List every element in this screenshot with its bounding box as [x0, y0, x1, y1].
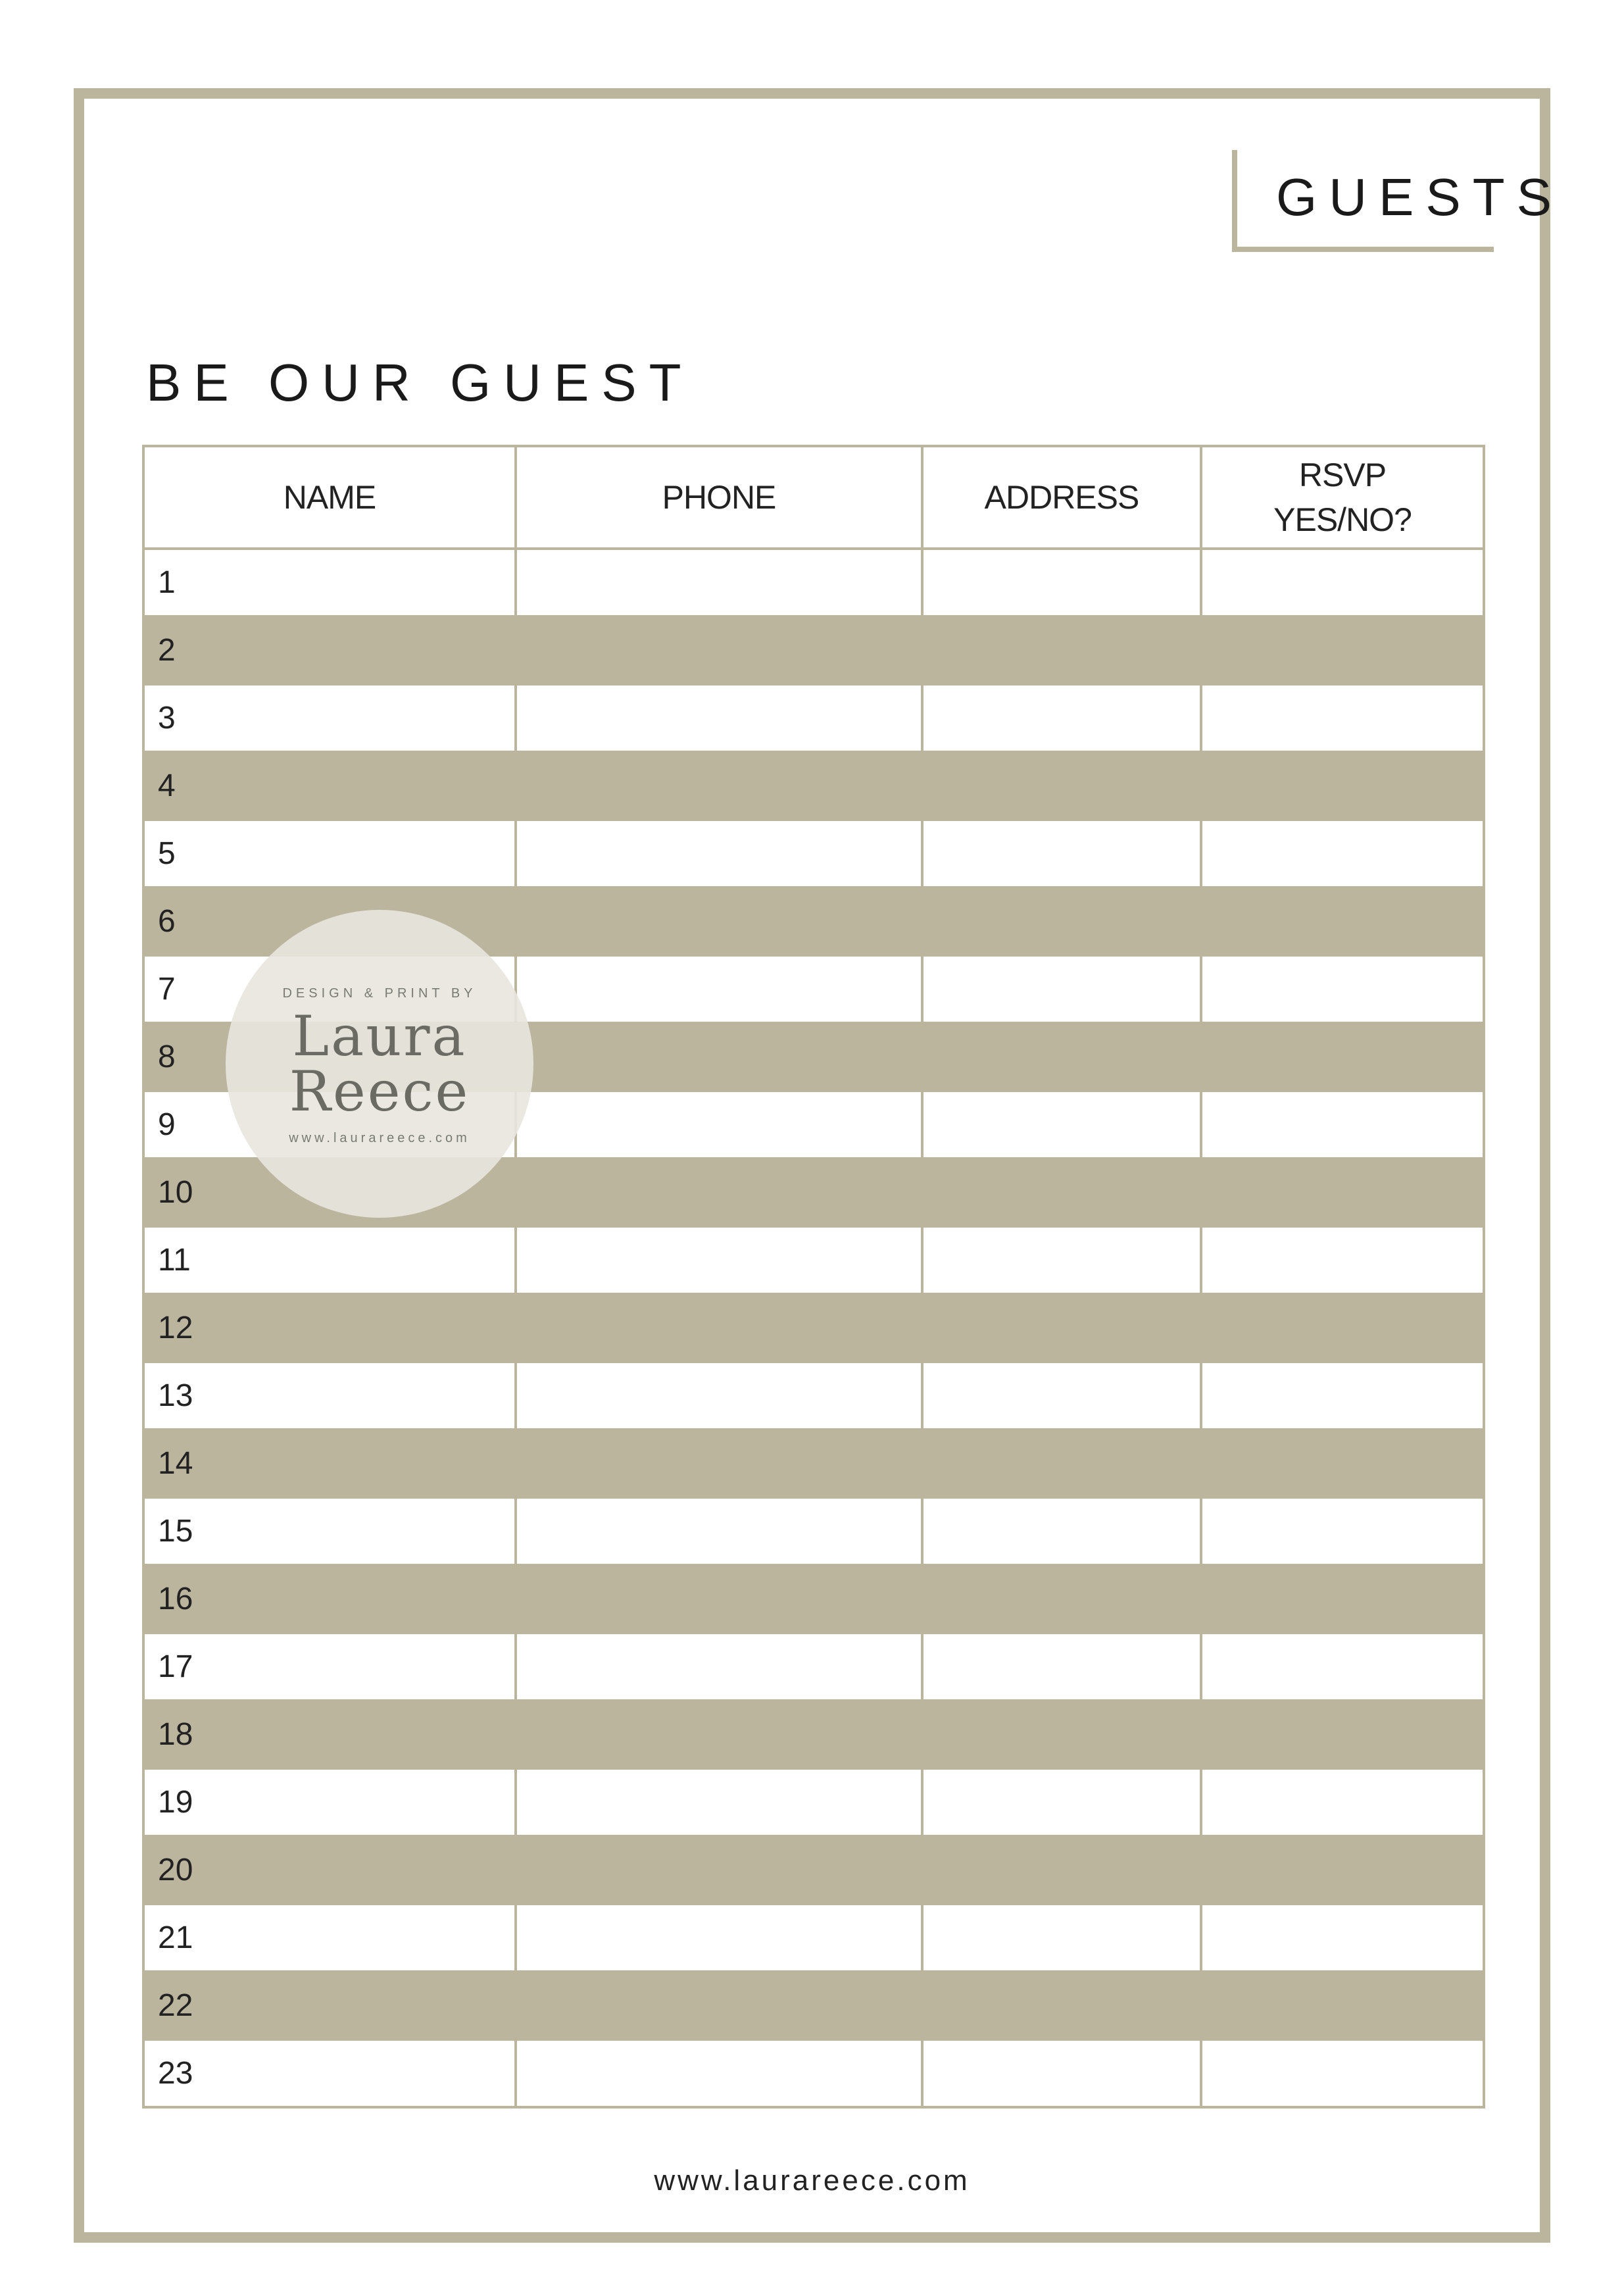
rsvp-cell — [1201, 1362, 1484, 1430]
rsvp-cell — [1201, 1091, 1484, 1159]
address-cell — [922, 1836, 1201, 1904]
phone-cell — [516, 616, 922, 684]
row-number: 1 — [143, 549, 516, 616]
rsvp-cell — [1201, 1904, 1484, 1972]
address-cell — [922, 1023, 1201, 1091]
address-cell — [922, 1091, 1201, 1159]
address-cell — [922, 1768, 1201, 1836]
row-number: 13 — [143, 1362, 516, 1430]
row-number: 7 — [143, 955, 516, 1023]
row-number: 23 — [143, 2039, 516, 2107]
address-cell — [922, 1565, 1201, 1633]
rsvp-cell — [1201, 1294, 1484, 1362]
rsvp-cell — [1201, 1159, 1484, 1226]
table-row — [143, 1768, 1484, 1836]
phone-cell — [516, 1226, 922, 1294]
rsvp-cell — [1201, 549, 1484, 616]
address-cell — [922, 1362, 1201, 1430]
phone-cell — [516, 752, 922, 820]
row-number: 20 — [143, 1836, 516, 1904]
row-number: 5 — [143, 820, 516, 887]
address-cell — [922, 684, 1201, 752]
address-cell — [922, 1497, 1201, 1565]
table-row — [143, 2039, 1484, 2107]
table-row — [143, 1904, 1484, 1972]
phone-cell — [516, 1768, 922, 1836]
phone-cell — [516, 820, 922, 887]
column-header-address: ADDRESS — [922, 446, 1201, 549]
column-header-name: NAME — [143, 446, 516, 549]
watermark-brand-line2: Reece — [289, 1059, 470, 1124]
row-number: 9 — [143, 1091, 516, 1159]
rsvp-cell — [1201, 955, 1484, 1023]
rsvp-cell — [1201, 1565, 1484, 1633]
address-cell — [922, 1904, 1201, 1972]
phone-cell — [516, 1294, 922, 1362]
rsvp-cell — [1201, 1226, 1484, 1294]
phone-cell — [516, 1904, 922, 1972]
address-cell — [922, 1633, 1201, 1701]
row-number: 17 — [143, 1633, 516, 1701]
table-row — [143, 1497, 1484, 1565]
row-number: 16 — [143, 1565, 516, 1633]
watermark-brand-line1: Laura — [292, 1004, 467, 1068]
address-cell — [922, 616, 1201, 684]
rsvp-subtitle: YES/NO? — [1273, 501, 1412, 538]
row-number: 10 — [143, 1159, 516, 1226]
phone-cell — [516, 955, 922, 1023]
rsvp-label: RSVP — [1298, 457, 1387, 493]
table-row — [143, 684, 1484, 752]
address-cell — [922, 1701, 1201, 1768]
phone-cell — [516, 549, 922, 616]
address-cell — [922, 1972, 1201, 2039]
address-cell — [922, 1226, 1201, 1294]
footer-website: www.laurareece.com — [654, 2164, 970, 2197]
row-number: 8 — [143, 1023, 516, 1091]
rsvp-cell — [1201, 1497, 1484, 1565]
table-row — [143, 1633, 1484, 1701]
watermark-url: www.laurareece.com — [289, 1131, 470, 1145]
watermark-logo — [226, 910, 533, 1218]
table-row — [143, 1362, 1484, 1430]
phone-cell — [516, 1972, 922, 2039]
table-row — [143, 752, 1484, 820]
table-row — [143, 549, 1484, 616]
rsvp-cell — [1201, 1972, 1484, 2039]
phone-cell — [516, 1565, 922, 1633]
phone-cell — [516, 1701, 922, 1768]
rsvp-cell — [1201, 616, 1484, 684]
phone-cell — [516, 2039, 922, 2107]
rsvp-cell — [1201, 1633, 1484, 1701]
address-cell — [922, 955, 1201, 1023]
table-row — [143, 1701, 1484, 1768]
rsvp-cell — [1201, 1430, 1484, 1497]
row-number: 12 — [143, 1294, 516, 1362]
row-number: 21 — [143, 1904, 516, 1972]
phone-cell — [516, 684, 922, 752]
rsvp-cell — [1201, 1701, 1484, 1768]
table-header-row — [143, 446, 1484, 549]
address-cell — [922, 2039, 1201, 2107]
phone-cell — [516, 1091, 922, 1159]
row-number: 18 — [143, 1701, 516, 1768]
table-row — [143, 1836, 1484, 1904]
address-cell — [922, 1430, 1201, 1497]
address-cell — [922, 1159, 1201, 1226]
row-number: 15 — [143, 1497, 516, 1565]
table-row — [143, 1565, 1484, 1633]
rsvp-cell — [1201, 887, 1484, 955]
phone-cell — [516, 887, 922, 955]
rsvp-cell — [1201, 2039, 1484, 2107]
row-number: 22 — [143, 1972, 516, 2039]
page-title: BE OUR GUEST — [146, 353, 694, 412]
column-header-phone: PHONE — [516, 446, 922, 549]
rsvp-cell — [1201, 820, 1484, 887]
address-cell — [922, 820, 1201, 887]
rsvp-cell — [1201, 1023, 1484, 1091]
table-row — [143, 616, 1484, 684]
address-cell — [922, 752, 1201, 820]
address-cell — [922, 1294, 1201, 1362]
row-number: 2 — [143, 616, 516, 684]
phone-cell — [516, 1633, 922, 1701]
phone-cell — [516, 1023, 922, 1091]
phone-cell — [516, 1159, 922, 1226]
table-row — [143, 820, 1484, 887]
address-cell — [922, 549, 1201, 616]
address-cell — [922, 887, 1201, 955]
rsvp-cell — [1201, 1836, 1484, 1904]
phone-cell — [516, 1497, 922, 1565]
watermark-tagline: DESIGN & PRINT BY — [282, 986, 477, 1001]
rsvp-cell — [1201, 1768, 1484, 1836]
row-number: 19 — [143, 1768, 516, 1836]
row-number: 6 — [143, 887, 516, 955]
rsvp-cell — [1201, 752, 1484, 820]
phone-cell — [516, 1836, 922, 1904]
row-number: 4 — [143, 752, 516, 820]
watermark-brand — [226, 1004, 533, 1124]
row-number: 11 — [143, 1226, 516, 1294]
rsvp-cell — [1201, 684, 1484, 752]
phone-cell — [516, 1362, 922, 1430]
table-row — [143, 1972, 1484, 2039]
row-number: 3 — [143, 684, 516, 752]
phone-cell — [516, 1430, 922, 1497]
page-tab-title: GUESTS — [1276, 168, 1563, 226]
table-row — [143, 1294, 1484, 1362]
table-row — [143, 1226, 1484, 1294]
row-number: 14 — [143, 1430, 516, 1497]
table-row — [143, 1430, 1484, 1497]
guest-table — [142, 445, 1485, 2109]
column-header-rsvp — [1201, 446, 1484, 549]
